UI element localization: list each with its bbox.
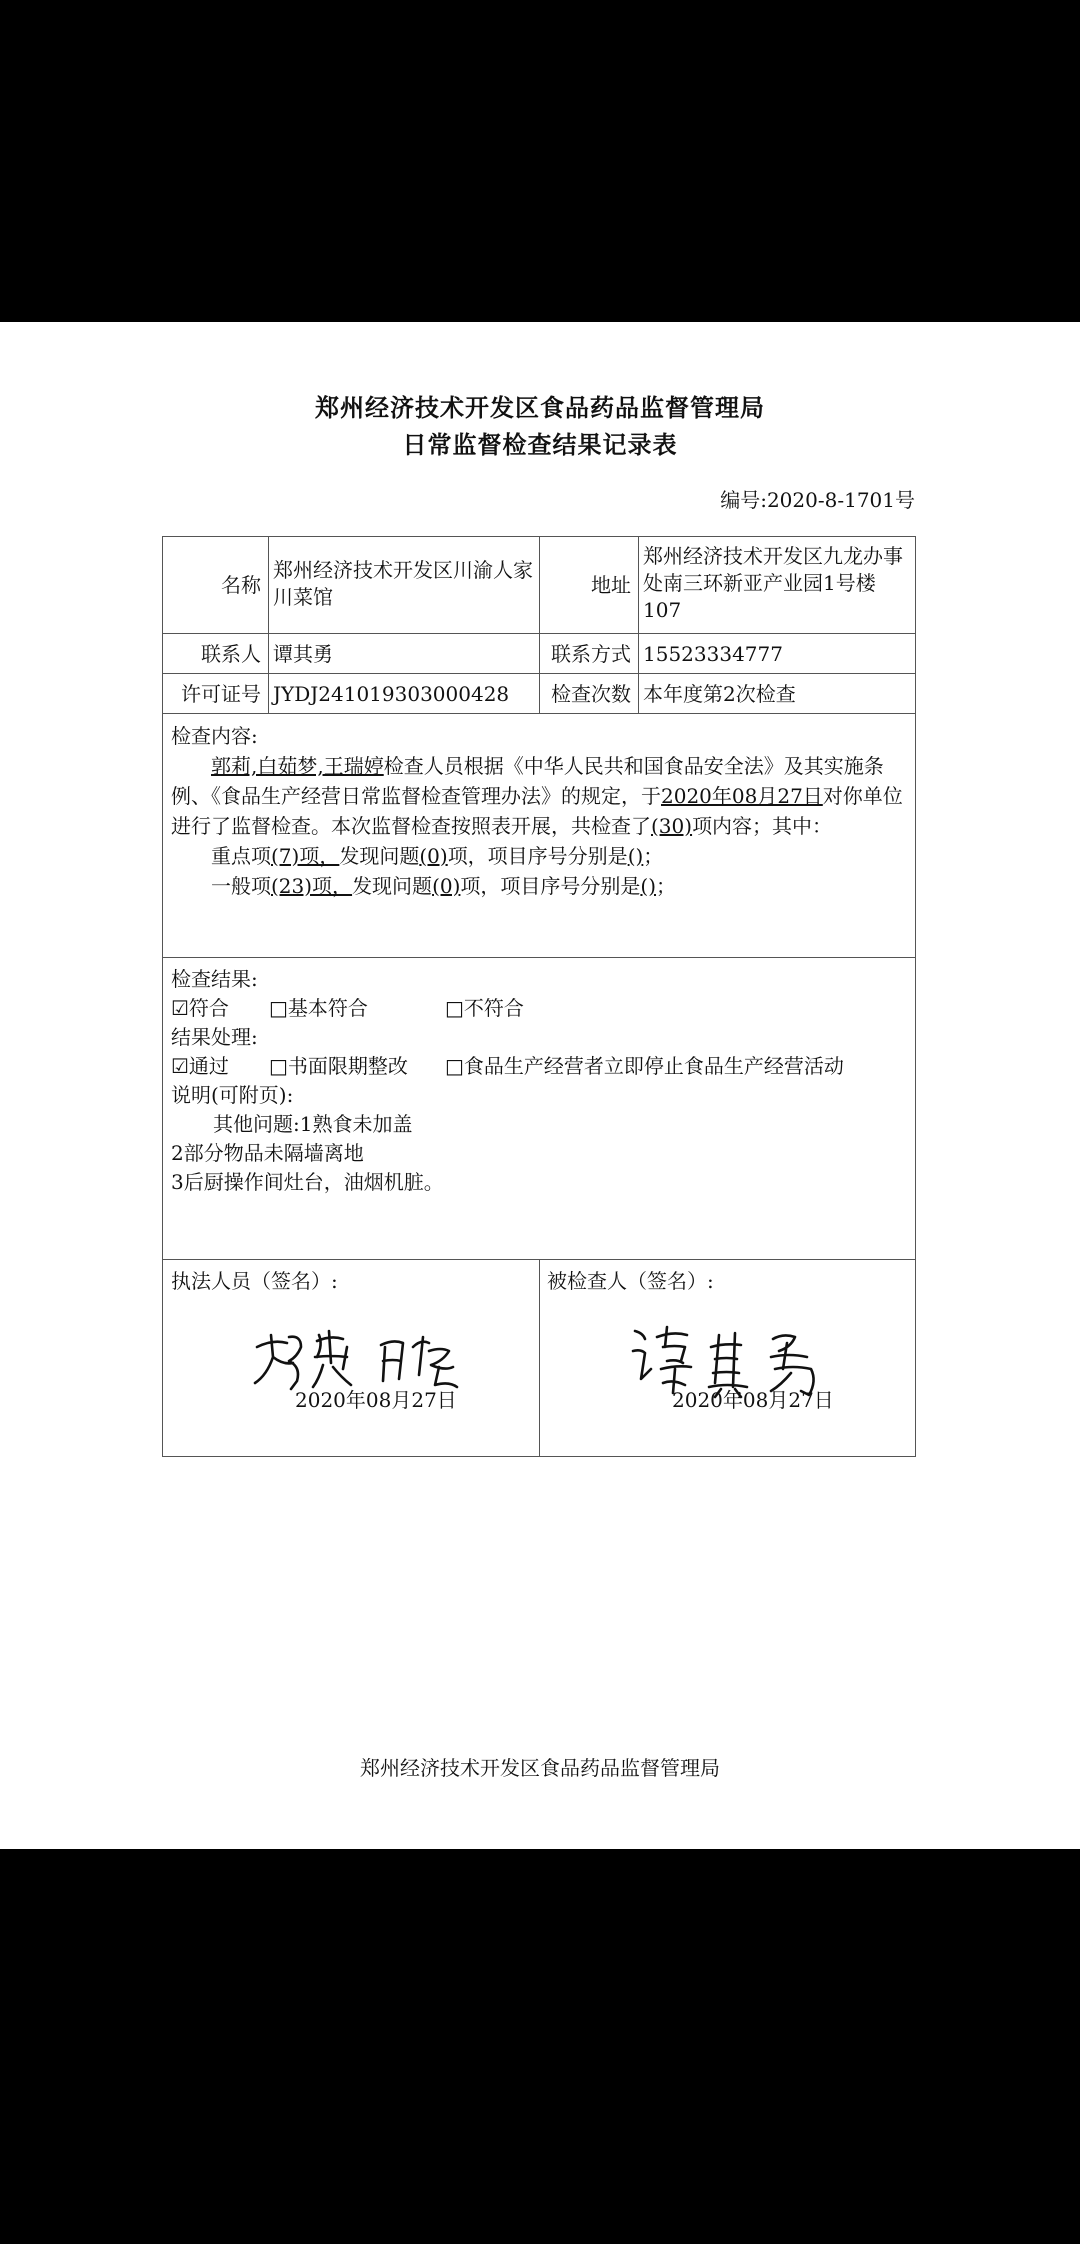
inspected-signature-label: 被检查人（签名）: [547, 1269, 714, 1293]
address-value: 郑州经济技术开发区九龙办事处南三环新亚产业园1号楼107 [643, 544, 903, 622]
inspection-total: (30) [651, 814, 693, 838]
contact-value: 谭其勇 [273, 642, 333, 666]
contact-label: 联系人 [201, 642, 261, 666]
general-items-line: 一般项(23)项，发现问题(0)项，项目序号分别是()； [211, 874, 677, 898]
inspection-form [162, 536, 916, 1457]
document-title: 郑州经济技术开发区食品药品监督管理局 [315, 393, 765, 422]
inspection-paragraph [171, 751, 907, 841]
result-heading: 检查结果: [171, 967, 258, 991]
inspection-heading: 检查内容: [171, 724, 258, 748]
inspected-sign-date: 2020年08月27日 [672, 1388, 834, 1412]
count-label: 检查次数 [551, 682, 631, 706]
document-subtitle: 日常监督检查结果记录表 [402, 430, 678, 459]
phone-label: 联系方式 [551, 642, 631, 666]
footer-agency: 郑州经济技术开发区食品药品监督管理局 [360, 1756, 720, 1780]
handling-heading: 结果处理: [171, 1025, 258, 1049]
result-option-pass: ☑符合 [171, 996, 229, 1020]
inspection-date: 2020年08月27日 [661, 784, 823, 808]
count-value: 本年度第2次检查 [643, 682, 796, 706]
inspection-text-3: 项内容；其中： [692, 814, 833, 838]
name-label: 名称 [221, 573, 261, 597]
note-line-3: 3后厨操作间灶台，油烟机脏。 [171, 1170, 444, 1194]
handling-option-rectify: □书面限期整改 [269, 1054, 408, 1078]
handling-options [171, 1052, 907, 1081]
handling-option-pass: ☑通过 [171, 1054, 229, 1078]
inspection-text-1: 检查人员根据《中华人民共和国食品安全法》及其实施条例、《食品生产经营日常监督检查管理办法》的规定，于 [171, 754, 884, 808]
inspection-content [171, 721, 907, 901]
result-options [171, 994, 907, 1023]
note-line-1: 其他问题:1熟食未加盖 [213, 1112, 413, 1136]
key-items-line: 重点项(7)项，发现问题(0)项，项目序号分别是()； [211, 844, 664, 868]
document-page [0, 322, 1080, 1849]
officer-signature-label: 执法人员（签名）: [171, 1269, 338, 1293]
officer-sign-date: 2020年08月27日 [295, 1388, 457, 1412]
result-option-basic: □基本符合 [269, 996, 368, 1020]
result-option-fail: □不符合 [445, 996, 524, 1020]
note-line-2: 2部分物品未隔墙离地 [171, 1141, 364, 1165]
note-heading: 说明(可附页): [171, 1083, 294, 1107]
handling-option-stop: □食品生产经营者立即停止食品生产经营活动 [445, 1054, 844, 1078]
name-value: 郑州经济技术开发区川渝人家川菜馆 [273, 558, 533, 609]
license-value: JYDJ241019303000428 [273, 682, 510, 706]
inspection-text-2: 对你单位进行了监督检查。本次监督检查按照表开展，共检查了 [171, 784, 903, 838]
license-label: 许可证号 [181, 682, 261, 706]
address-label: 地址 [591, 573, 631, 597]
inspectors: 郭莉,白茹梦,王瑞婷 [211, 754, 384, 778]
result-section [171, 965, 907, 1197]
document-number: 编号:2020-8-1701号 [720, 488, 915, 512]
phone-value: 15523334777 [643, 642, 783, 666]
